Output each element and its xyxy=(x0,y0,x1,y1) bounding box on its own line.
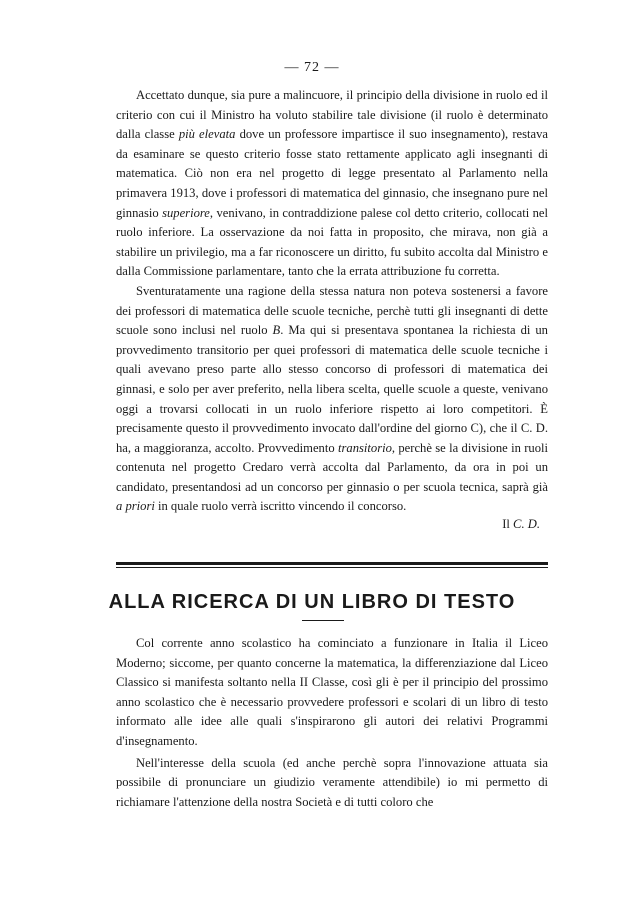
paragraph-2 xyxy=(116,282,548,517)
signature-prefix: Il xyxy=(502,517,514,532)
italic-run: più elevata xyxy=(178,127,236,142)
article-continuation xyxy=(116,86,548,535)
page-number: — 72 — xyxy=(284,60,340,75)
signature-initials: C. D. xyxy=(513,517,540,532)
new-article xyxy=(116,634,548,812)
text-run: Sventuratamente una ragione della stessa natura non poteva sostenersi a favore dei professori di matematica delle scuole tecniche, perchè tutti gli insegnanti di dette scuole sono inclusi nel ruolo xyxy=(116,283,548,338)
section-divider-thick xyxy=(116,562,548,565)
section-heading: ALLA RICERCA DI UN LIBRO DI TESTO xyxy=(108,591,516,613)
text-run: . Ma qui si presentava spontanea la richiesta di un provvedimento transitorio per quei professori di matematica delle scuole tecniche i quali avevano preso parte allo stesso concorso di professori di matematica dei ginnasi, e solo per aver preferito, nella libera scelta, quelle scuole a queste, venivano oggi a trovarsi collocati in un ruolo inferiore rispetto ai loro competitori. È precisamente questo il provvedimento invocato dall'ordine del giorno C), che il C. D. ha, a maggioranza, accolto. Provvedimento xyxy=(116,323,548,455)
signature xyxy=(116,515,548,535)
italic-run: a priori xyxy=(116,499,155,514)
text-run: , perchè se la divisione in ruoli contenuta nel progetto Credaro verrà accolta dal Parlamento, da ora in poi un candidato, presentandosi ad un concorso per ginnasio o per scuola tecnica, saprà già xyxy=(116,440,548,494)
heading-underline xyxy=(302,620,344,621)
text-run: dove un professore impartisce il suo insegnamento), restava da esaminare se questo criterio fosse stato rettamente applicato agli insegnanti di matematica. Ciò non era nel progetto di legge presentato al Parlamento nella primavera 1913, dove i professori di matematica del ginnasio, che insegnano pure nel ginnasio xyxy=(116,127,548,220)
text-run: , venivano, in contraddizione palese col detto criterio, collocati nel ruolo inferiore. La osservazione da noi fatta in proposito, che mirava, non già a stabilire un privilegio, ma a far riconoscere un diritto, fu subito accolta dal Ministro e dalla Commissione parlamentare, tanto che la errata attribuzione fu corretta. xyxy=(116,205,548,279)
section-divider-thin xyxy=(116,567,548,568)
italic-run: transitorio xyxy=(338,440,392,455)
italic-run: B xyxy=(272,323,281,338)
text-run: in quale ruolo verrà iscritto vincendo il concorso. xyxy=(154,499,407,514)
paragraph-4: Nell'interesse della scuola (ed anche perchè sopra l'innovazione attuata sia possibile di pronunciare un giudizio veramente attendibile) io mi permetto di richiamare l'attenzione della nostra Società e di tutti coloro che xyxy=(116,755,548,809)
paragraph-3: Col corrente anno scolastico ha cominciato a funzionare in Italia il Liceo Moderno; siccome, per quanto concerne la matematica, la differenziazione dal Liceo Classico si manifesta soltanto nella II Classe, così gli è per il principio del prossimo anno scolastico che è necessario provvedere professori e scolari di un libro di testo informato alle idee alle quali s'inspirarono gli autori dei relativi Programmi d'insegnamento. xyxy=(116,636,548,748)
text-run: Accettato dunque, sia pure a malincuore, il principio della divisione in ruolo ed il criterio con cui il Ministro ha voluto stabilire tale divisione (il ruolo è determinato dalla classe xyxy=(116,88,548,142)
paragraph-1 xyxy=(116,86,548,282)
italic-run: superiore xyxy=(162,205,210,220)
